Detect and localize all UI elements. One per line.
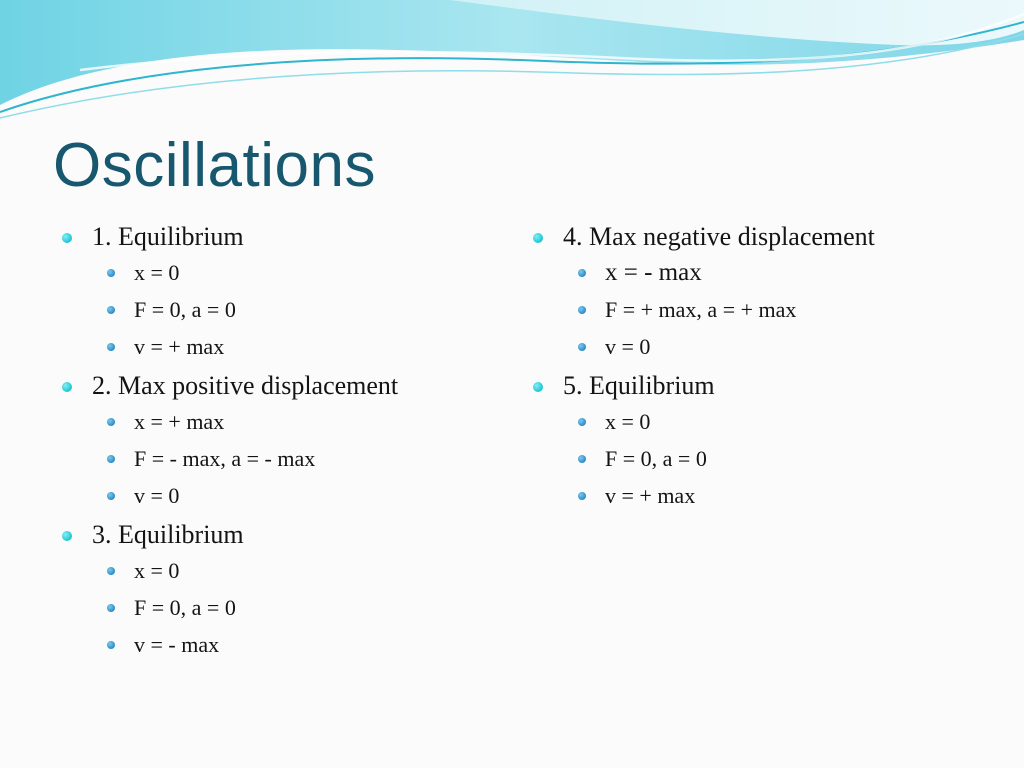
- bullet-text: x = 0: [134, 558, 180, 583]
- teal-dot-icon: [533, 382, 543, 392]
- teal-dot-icon: [62, 233, 72, 243]
- level2-bullet-item: [62, 295, 502, 325]
- blue-dot-icon: [578, 455, 586, 463]
- bullet-group-max-negative: [533, 220, 1003, 362]
- blue-dot-icon: [107, 604, 115, 612]
- bullet-group-equilibrium-1: [62, 220, 502, 362]
- teal-dot-icon: [62, 531, 72, 541]
- level1-bullet-item: [62, 518, 502, 552]
- level1-bullet-item: [533, 220, 1003, 254]
- blue-dot-icon: [107, 306, 115, 314]
- level2-bullet-item: [533, 332, 1003, 362]
- bullet-text: F = 0, a = 0: [134, 297, 236, 322]
- bullet-group-max-positive: [62, 369, 502, 511]
- level2-bullet-item: [62, 556, 502, 586]
- level2-bullet-item: [62, 593, 502, 623]
- bullet-text: x = - max: [605, 259, 702, 286]
- level2-bullet-item: [62, 444, 502, 474]
- bullet-heading: 2. Max positive displacement: [92, 371, 399, 400]
- level1-bullet-item: [62, 220, 502, 254]
- teal-dot-icon: [62, 382, 72, 392]
- bullet-heading: 4. Max negative displacement: [563, 222, 875, 251]
- bullet-text: F = 0, a = 0: [605, 446, 707, 471]
- blue-dot-icon: [107, 343, 115, 351]
- blue-dot-icon: [107, 492, 115, 500]
- bullet-text: v = 0: [605, 334, 651, 359]
- level2-bullet-item: [62, 630, 502, 660]
- blue-dot-icon: [107, 641, 115, 649]
- bullet-text: v = 0: [134, 483, 180, 508]
- level2-bullet-item: [62, 481, 502, 511]
- left-column: [62, 220, 502, 667]
- header-wave-decoration: [0, 0, 1024, 130]
- blue-dot-icon: [107, 455, 115, 463]
- blue-dot-icon: [107, 567, 115, 575]
- blue-dot-icon: [578, 269, 586, 277]
- level1-bullet-item: [62, 369, 502, 403]
- blue-dot-icon: [578, 418, 586, 426]
- bullet-text: F = - max, a = - max: [134, 446, 316, 471]
- bullet-group-equilibrium-3: [62, 518, 502, 660]
- bullet-heading: 5. Equilibrium: [563, 371, 715, 400]
- blue-dot-icon: [107, 418, 115, 426]
- level2-bullet-item: [533, 444, 1003, 474]
- level2-bullet-item: [533, 481, 1003, 511]
- bullet-text: F = + max, a = + max: [605, 297, 797, 322]
- blue-dot-icon: [578, 306, 586, 314]
- level2-bullet-item: [533, 258, 1003, 288]
- blue-dot-icon: [107, 269, 115, 277]
- bullet-text: v = + max: [134, 334, 225, 359]
- level2-bullet-item: [533, 407, 1003, 437]
- right-column: [533, 220, 1003, 518]
- level2-bullet-item: [62, 332, 502, 362]
- blue-dot-icon: [578, 343, 586, 351]
- bullet-text: x = 0: [134, 260, 180, 285]
- bullet-text: x = + max: [134, 409, 225, 434]
- bullet-group-equilibrium-5: [533, 369, 1003, 511]
- level1-bullet-item: [533, 369, 1003, 403]
- bullet-text: v = + max: [605, 483, 696, 508]
- blue-dot-icon: [578, 492, 586, 500]
- level2-bullet-item: [62, 258, 502, 288]
- bullet-heading: 1. Equilibrium: [92, 222, 244, 251]
- bullet-text: F = 0, a = 0: [134, 595, 236, 620]
- slide-title: Oscillations: [53, 131, 376, 200]
- level2-bullet-item: [533, 295, 1003, 325]
- teal-dot-icon: [533, 233, 543, 243]
- level2-bullet-item: [62, 407, 502, 437]
- bullet-heading: 3. Equilibrium: [92, 520, 244, 549]
- bullet-text: v = - max: [134, 632, 220, 657]
- bullet-text: x = 0: [605, 409, 651, 434]
